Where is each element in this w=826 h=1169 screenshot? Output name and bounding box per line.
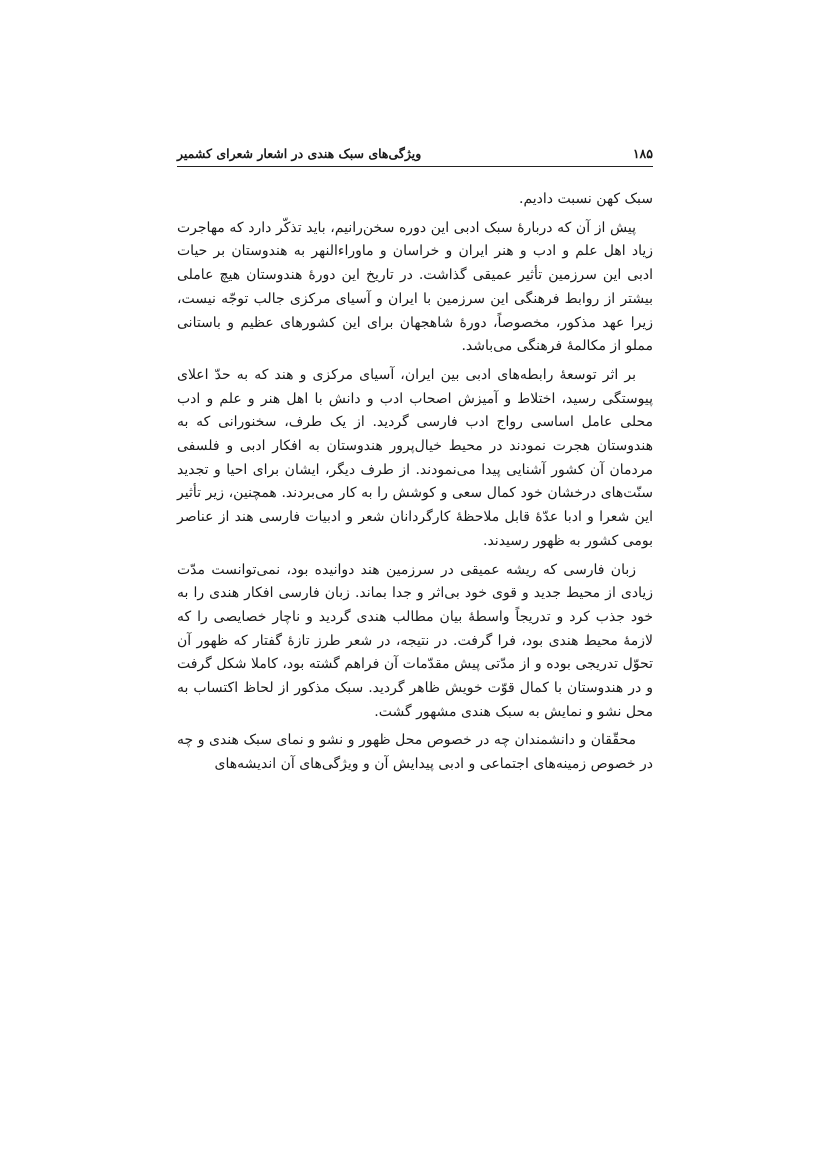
running-title: ویژگی‌های سبک هندی در اشعار شعرای کشمیر xyxy=(177,145,422,161)
header-divider xyxy=(177,166,653,167)
paragraph: بر اثر توسعهٔ رابطه‌های ادبی بین ایران، آسیای مرکزی و هند که به حدّ اعلای پیوستگی رسید، اختلاط و آمیزش اصحاب ادب و دانش با اهل هنر و علم و ادب محلی عامل اساسی رواج ادب فارسی گردید. از یک طرف، سخنورانی که به هندوستان هجرت نمودند در محیط خیال‌پرور هندوستان به افکار ادبی و فلسفی مردمان آن کشور آشنایی پیدا می‌نمودند. از طرف دیگر، ایشان برای احیا و تجدید سنّت‌های درخشان خود کمال سعی و کوشش را به کار می‌بردند. همچنین، زیر تأثیر این شعرا و ادبا عدّهٔ قابل ملاحظهٔ کارگردانان شعر و ادبیات فارسی هند از عناصر بومی کشور به ظهور رسیدند. xyxy=(177,366,653,549)
running-header xyxy=(177,141,653,165)
paragraph: زبان فارسی که ریشه عمیقی در سرزمین هند دوانیده بود، نمی‌توانست مدّت زیادی از محیط جدید و قوی خود بی‌اثر و جدا بماند. زبان فارسی افکار هندی را به خود جذب کرد و تدریجاً واسطهٔ بیان مطالب هندی گردید و ناچار خصایصی را که لازمهٔ محیط هندی بود، فرا گرفت. در نتیجه، در شعر طرز تازهٔ گفتار که ظهور آن تحوّل تدریجی بوده و از مدّتی پیش مقدّمات آن فراهم گشته بود، کاملا شکل گرفت و در هندوستان با کمال قوّت خویش ظاهر گردید. سبک مذکور از لحاظ اکتساب به محل نشو و نمایش به سبک هندی مشهور گشت. xyxy=(177,561,653,720)
paragraph: محقّقان و دانشمندان چه در خصوص محل ظهور و نشو و نمای سبک هندی و چه در خصوص زمینه‌های اجتماعی و ادبی پیدایش آن و ویژگی‌های آن اندیشه‌های xyxy=(177,732,653,773)
paragraph-continuation: سبک کهن نسبت دادیم. xyxy=(519,191,653,207)
paragraph: پیش از آن که دربارهٔ سبک ادبی این دوره سخن‌رانیم، باید تذکّر دارد که مهاجرت زیاد اهل علم و ادب و هنر ایران و خراسان و ماوراءالنهر به هندوستان بر حیات ادبی این سرزمین تأثیر عمیقی گذاشت. در تاریخ این دورهٔ هندوستان هیچ عاملی بیشتر از روابط فرهنگی این سرزمین با ایران و آسیای مرکزی جالب توجّه نیست، زیرا عهد مذکور، مخصوصاً، دورهٔ شاهجهان برای این کشورهای عظیم و باستانی مملو از مکالمهٔ فرهنگی می‌باشد. xyxy=(177,219,653,355)
page-number: ۱۸۵ xyxy=(632,145,653,161)
body-text xyxy=(177,188,653,782)
